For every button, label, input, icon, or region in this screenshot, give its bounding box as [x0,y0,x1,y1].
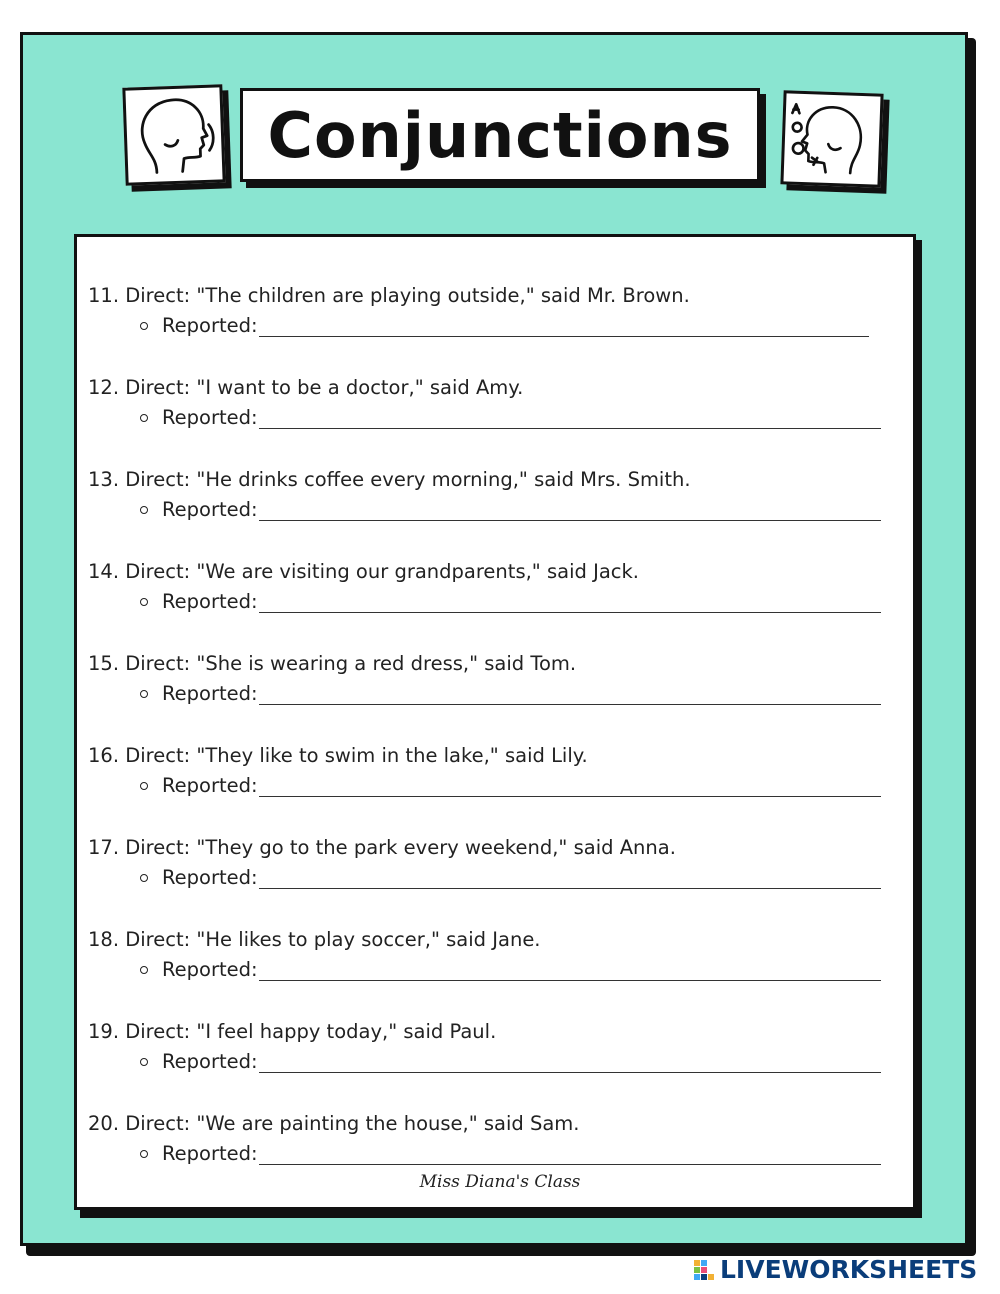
answer-blank[interactable] [259,500,881,521]
liveworksheets-logo-icon [694,1258,716,1280]
speaking-head-icon [122,84,225,185]
question-prompt: 16. Direct: "They like to swim in the lake," said Lily. [88,744,588,767]
answer-blank[interactable] [259,868,881,889]
question-prompt: 13. Direct: "He drinks coffee every morning," said Mrs. Smith. [88,468,691,491]
answer-label: Reported: [162,1142,258,1165]
answer-row [140,1142,881,1165]
question-prompt: 11. Direct: "The children are playing outside," said Mr. Brown. [88,284,690,307]
answer-label: Reported: [162,314,258,337]
question-prompt: 14. Direct: "We are visiting our grandparents," said Jack. [88,560,639,583]
brand-name: LIVEWORKSHEETS [720,1254,978,1284]
answer-row [140,958,881,981]
question-prompt: 17. Direct: "They go to the park every weekend," said Anna. [88,836,676,859]
question-prompt: 18. Direct: "He likes to play soccer," said Jane. [88,928,541,951]
answer-row [140,314,869,337]
bullet-icon [140,322,148,330]
answer-label: Reported: [162,406,258,429]
answer-blank[interactable] [259,316,869,337]
answer-label: Reported: [162,682,258,705]
bullet-icon [140,874,148,882]
bullet-icon [140,414,148,422]
answer-blank[interactable] [259,960,881,981]
bullet-icon [140,506,148,514]
answer-blank[interactable] [259,408,881,429]
answer-blank[interactable] [259,1144,881,1165]
answer-blank[interactable] [259,1052,881,1073]
bullet-icon [140,1058,148,1066]
bullet-icon [140,1150,148,1158]
question-prompt: 15. Direct: "She is wearing a red dress," said Tom. [88,652,577,675]
answer-row [140,866,881,889]
answer-row [140,498,881,521]
question-prompt: 20. Direct: "We are painting the house," said Sam. [88,1112,580,1135]
bullet-icon [140,966,148,974]
page-title: Conjunctions [267,98,733,172]
answer-blank[interactable] [259,684,881,705]
question-prompt: 12. Direct: "I want to be a doctor," said Amy. [88,376,524,399]
bullet-icon [140,690,148,698]
answer-label: Reported: [162,498,258,521]
answer-label: Reported: [162,774,258,797]
bullet-icon [140,598,148,606]
liveworksheets-brand[interactable] [694,1254,977,1284]
talking-head-icon [780,90,883,187]
answer-label: Reported: [162,958,258,981]
answer-label: Reported: [162,1050,258,1073]
answer-label: Reported: [162,866,258,889]
answer-row [140,774,881,797]
question-prompt: 19. Direct: "I feel happy today," said Paul. [88,1020,497,1043]
answer-row [140,1050,881,1073]
answer-label: Reported: [162,590,258,613]
class-signature: Miss Diana's Class [419,1172,581,1192]
bullet-icon [140,782,148,790]
answer-row [140,590,881,613]
answer-row [140,682,881,705]
answer-blank[interactable] [259,592,881,613]
answer-row [140,406,881,429]
title-box [240,88,760,182]
answer-blank[interactable] [259,776,881,797]
